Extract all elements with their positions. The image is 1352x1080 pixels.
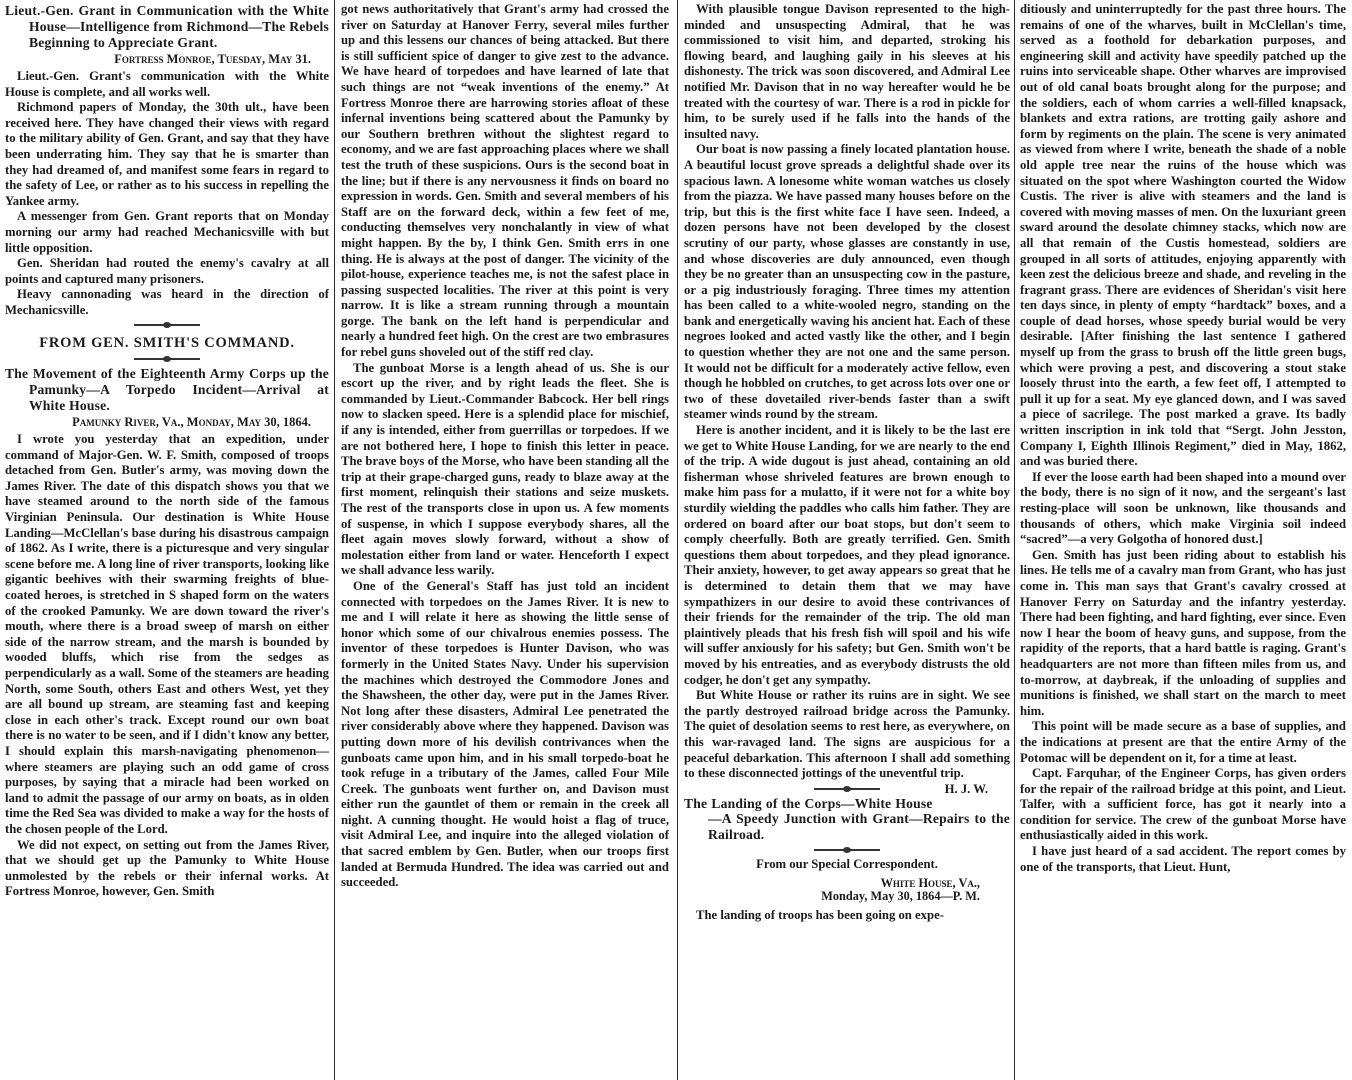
headline: The Movement of the Eighteenth Army Corps up the Pamunky—A Torpedo Incident—Arrival at White House.	[5, 366, 329, 413]
paragraph: We did not expect, on setting out from the James River, that we should get up the Pamunky to White House unmolested by the rebels or their infernal works. At Fortress Monroe, however, Gen. Smith	[5, 837, 329, 899]
paragraph: The gunboat Morse is a length ahead of us. She is our escort up the river, and by right leads the fleet. She is commanded by Lieut.-Commander Babcock. Her bell rings now to slacken speed. Here is a splendid place for mischief, if any is intended, either from guerrillas or torpedoes. If we are not bothered here, I hope to finish this letter in peace. The brave boys of the Morse, who have been standing all the trip at their grape-charged guns, ready to blaze away at the first moment, relinquish their stations and seize muskets. The rest of the transports close in upon us. A few moments of suspense, in which I suppose everybody shares, all the fleet again moves slowly forward, without a show of molestation either from land or water. Henceforth I expect we shall advance less warily.	[341, 360, 669, 578]
paragraph: Gen. Sheridan had routed the enemy's cavalry at all points and captured many prisoners.	[5, 256, 329, 286]
dateline-date: Monday, May 30, 1864—P. M.	[821, 888, 980, 903]
paragraph-text: But White House or rather its ruins are in sight. We see the partly destroyed railroad bridge across the Pamunky. The quiet of desolation seems to rest here, as everywhere, on this war-ravaged land. The signs are auspicious for a peaceful debarkation. This afternoon I shall add something to these disconnected jottings of the uneventful trip.	[684, 688, 1010, 781]
headline: Lieut.-Gen. Grant in Communication with the White House—Intelligence from Richmond—The Rebels Beginning to Appreciate Grant.	[5, 3, 329, 50]
paragraph: Richmond papers of Monday, the 30th ult., have been received here. They have changed their views with regard to the military ability of Gen. Grant, and say that they have been underrating him. They say that he is smarter than they had dreamed of, and manifest some fears in regard to the safety of Lee, or rather as to his success in repelling the Yankee army.	[5, 100, 329, 208]
divider	[134, 358, 200, 360]
divider	[814, 788, 880, 790]
divider	[134, 324, 200, 326]
column-rule	[1014, 0, 1015, 1080]
paragraph: This point will be made secure as a base of supplies, and the indications at present are that the entire Army of the Potomac will be dependent on it, for a time at least.	[1020, 719, 1346, 765]
dateline: Pamunky River, Va., Monday, May 30, 1864.	[72, 415, 311, 430]
paragraph: Here is another incident, and it is likely to be the last ere we get to White House Landing, for we are nearly to the end of the trip. A wide dugout is just ahead, containing an old fisherman whose shriveled features are brown enough to make him pass for a mulatto, if it were not for a white boy sturdily wielding the paddles who calls him father. They are ordered on board after our boat stops, but don't seem to comply cheerfully. Both are greatly terrified. Gen. Smith questions them about torpedoes, and they plead ignorance. Their anxiety, however, to get away appears so great that he is determined to detain them that we may have sympathizers in our desire to avoid these contrivances of their friends for the remainder of the trip. The old man plaintively pleads that his fresh fish will spoil and his wife will suffer anxiously for his safety; but Gen. Smith won't be moved by his entreaties, and as everybody distrusts the old codger, he don't get any sympathy.	[684, 423, 1010, 687]
column-2	[341, 2, 669, 1080]
paragraph: I wrote you yesterday that an expedition, under command of Major-Gen. W. F. Smith, composed of troops detached from Gen. Butler's army, was moving down the James River. The date of this dispatch shows you that we have steamed around to the north side of the famous Virginian Peninsula. Our destination is White House Landing—McClellan's base during his disastrous campaign of 1862. As I write, there is a picturesque and very singular scene before me. A long line of river transports, looking like gigantic beehives with their swarming freights of blue-coated heroes, is stretched in S shaped form on the waters of the crooked Pamunky. We are down toward the river's mouth, where there is a broad sweep of marsh on either side of the narrow stream, and the marsh is bounded by wooded bluffs, which rise from the sedges as perpendicularly as a wall. Some of the steamers are heading North, some South, others East and others West, yet they are all bound up stream, are steaming fast and keeping close in each other's track. Except round our own boat there is no water to be seen, and if I didn't know any better, I should explain this marsh-navigating phenomenon—where steamers are playing such an odd game of cross purposes, by saying that a miracle had been worked on land to admit the passage of our army on boats, as in olden time the Red Sea was divided to make a way for the hosts of the chosen people of the Lord.	[5, 432, 329, 836]
paragraph	[684, 688, 1010, 796]
paragraph: Our boat is now passing a finely located plantation house. A beautiful locust grove spreads a delightful shade over its spacious lawn. A lonesome white woman watches us closely from the piazza. We have passed many houses before on the trip, but this is the first white face I have seen. Indeed, a dozen persons have not been developed by the closest scrutiny of our party, whose glasses are constantly in use, and whose discoveries are duly announced, even though they be no greater than an unsuspecting cow in the pasture, or a pig industriously foraging. Three times my attention has been called to a white-wooled negro, standing on the bank and energetically waving his ancient hat. Each of these negroes looked and acted vastly like the other, and I begin to question whether they are not one and the same person. It would not be difficult for a moderately active fellow, even though he hobbled on crutches, to get across lots over one or two of these dovetailed river-bends faster than a swift steamer winds round by the stream.	[684, 142, 1010, 422]
dateline: Fortress Monroe, Tuesday, May 31.	[114, 52, 311, 67]
paragraph: got news authoritatively that Grant's army had crossed the river on Saturday at Hanover Ferry, several miles further up and this lessens our chances of being attacked. But there is still sufficient spice of danger to give zest to the advance. We have heard of torpedoes and have learned of late that such things are not “weak inventions of the enemy.” At Fortress Monroe there are harrowing stories afloat of these infernal inventions being scattered about the Pamunky by our Southern brethren without the slightest regard to economy, and we are fast approaching places where we shall test the truth of these suspicions. Ours is the second boat in the line; but if there is any nervousness it finds on board no expression in words. Gen. Smith and several members of his Staff are on the forward deck, within a few feet of me, conducting themselves very nonchalantly in view of what might happen. By the by, I think Gen. Smith errs in one thing. He is always at the post of danger. The vicinity of the pilot-house, experience teaches me, is not the safest place in passing suspected localities. The river at this point is very narrow. It is like a stream running through a mountain gorge. The bank on the left hand is perpendicular and nearly a hundred feet high. On the crest are two embrasures for rebel guns shoveled out of the stiff red clay.	[341, 2, 669, 360]
paragraph: Lieut.-Gen. Grant's communication with the White House is complete, and all works well.	[5, 68, 329, 99]
signature: H. J. W.	[944, 781, 988, 796]
column-rule	[677, 0, 678, 1080]
column-3	[684, 2, 1010, 1080]
byline: From our Special Correspondent.	[756, 857, 938, 872]
column-1	[5, 2, 329, 1080]
paragraph: A messenger from Gen. Grant reports that on Monday morning our army had reached Mechanicsville with but little opposition.	[5, 209, 329, 255]
column-rule	[334, 0, 335, 1080]
paragraph: With plausible tongue Davison represented to the high-minded and unsuspecting Admiral, that he was commissioned to visit him, and departed, stroking his flowing beard, and laughing gaily in his sleeves at his dishonesty. The trick was soon discovered, and Admiral Lee notified Mr. Davison that in no way hereafter would he be treated with the courtesy of war. There is a rod in pickle for him, to be surely used if he falls into the hands of the insulted navy.	[684, 2, 1010, 141]
dateline-place: White House, Va.,	[880, 875, 980, 890]
headline: The Landing of the Corps—White House—A Speedy Junction with Grant—Repairs to the Railroad.	[684, 795, 1010, 843]
paragraph: I have just heard of a sad accident. The report comes by one of the transports, that Lieut. Hunt,	[1020, 844, 1346, 874]
paragraph: ditiously and uninterruptedly for the past three hours. The remains of one of the wharves, built in McClellan's time, served as a foothold for debarkation purposes, and engineering skill and activity have speedily patched up the ruins into serviceable shape. Other wharves are improvised out of old canal boats brought along for the purpose; and the soldiers, each of whom carries a well-filled knapsack, blankets and extra rations, are trotting gaily ashore and form by regiments on the plain. The scene is very animated as viewed from where I write, beneath the shade of a noble old apple tree near the ruins of the house which was situated on the spot where Washington courted the Widow Custis. The river is alive with steamers and the land is covered with moving masses of men. On the luxuriant green sward around the desolate chimney stacks, which now are all that remain of the Custis homestead, soldiers are grouped in all sorts of attitudes, enjoying apparently with keen zest the delicious breeze and shade, and reveling in the fragrant grass. There are evidences of Sheridan's visit here ten days since, in plenty of empty “hardtack” boxes, and a couple of dead horses, whose speedy burial would be very desirable. [After finishing the last sentence I gathered myself up from the grass to brush off the little green bugs, which were proving a pest, and discovering a stout stake loosely thrust into the earth, a few feet off, I attempted to pull it up for a seat. My eye glanced down, and I was saved a piece of sacrilege. The post marked a grave. Its badly written inscription in ink told that “Sergt. John Jesston, Company I, Eighth Illinois Regiment,” died in May, 1862, and was buried there.	[1020, 2, 1346, 469]
paragraph: Heavy cannonading was heard in the direction of Mechanicsville.	[5, 287, 329, 317]
paragraph: If ever the loose earth had been shaped into a mound over the body, there is no sign of it now, and the sergeant's last resting-place will soon be unknown, like thousands and thousands of others, which make Virginia soil indeed “sacred”—a very Golgotha of honored dust.]	[1020, 469, 1346, 547]
paragraph: One of the General's Staff has just told an incident connected with torpedoes on the James River. It is new to me and I will relate it here as showing the little sense of honor which some of our chivalrous enemies possess. The inventor of these torpedoes is Hunter Davison, who was formerly in the United States Navy. Under his supervision the machines which destroyed the Commodore Jones and the Shawsheen, the other day, were put in the James River. Not long after these disasters, Admiral Lee penetrated the river considerably above where they happened. Davison was putting down more of his devilish contrivances when the gunboats came upon him, and in his small torpedo-boat he took refuge in a tributary of the James, called Four Mile Creek. The gunboats went further on, and Davison must either run the gauntlet of them or remain in the creek all night. A cunning thought. He would hoist a flag of truce, visit Admiral Lee, and inquire into the alleged violation of that sacred emblem by Gen. Butler, when our troops first landed at Bermuda Hundred. The idea was carried out and succeeded.	[341, 578, 669, 890]
column-4	[1020, 2, 1346, 1080]
divider	[814, 849, 880, 851]
paragraph: Capt. Farquhar, of the Engineer Corps, has given orders for the repair of the railroad bridge at this point, and Lieut. Talfer, with a sufficient force, has got it nearly into a condition for service. The crew of the gunboat Morse have enthusiastically aided in this work.	[1020, 766, 1346, 843]
paragraph: Gen. Smith has just been riding about to establish his lines. He tells me of a cavalry man from Grant, who has just come in. This man says that Grant's cavalry crossed at Hanover Ferry on Saturday and the infantry yesterday. There had been fighting, and hard fighting, ever since. Even now I hear the boom of heavy guns, and suppose, from the rapidity of the reports, that a hard battle is raging. Grant's headquarters are not more than fifteen miles from us, and to-morrow, at daybreak, if the unloading of supplies and munitions is finished, we shall start on the march to meet him.	[1020, 547, 1346, 718]
section-heading: FROM GEN. SMITH'S COMMAND.	[39, 335, 295, 352]
paragraph: The landing of troops has been going on expe-	[696, 907, 944, 922]
